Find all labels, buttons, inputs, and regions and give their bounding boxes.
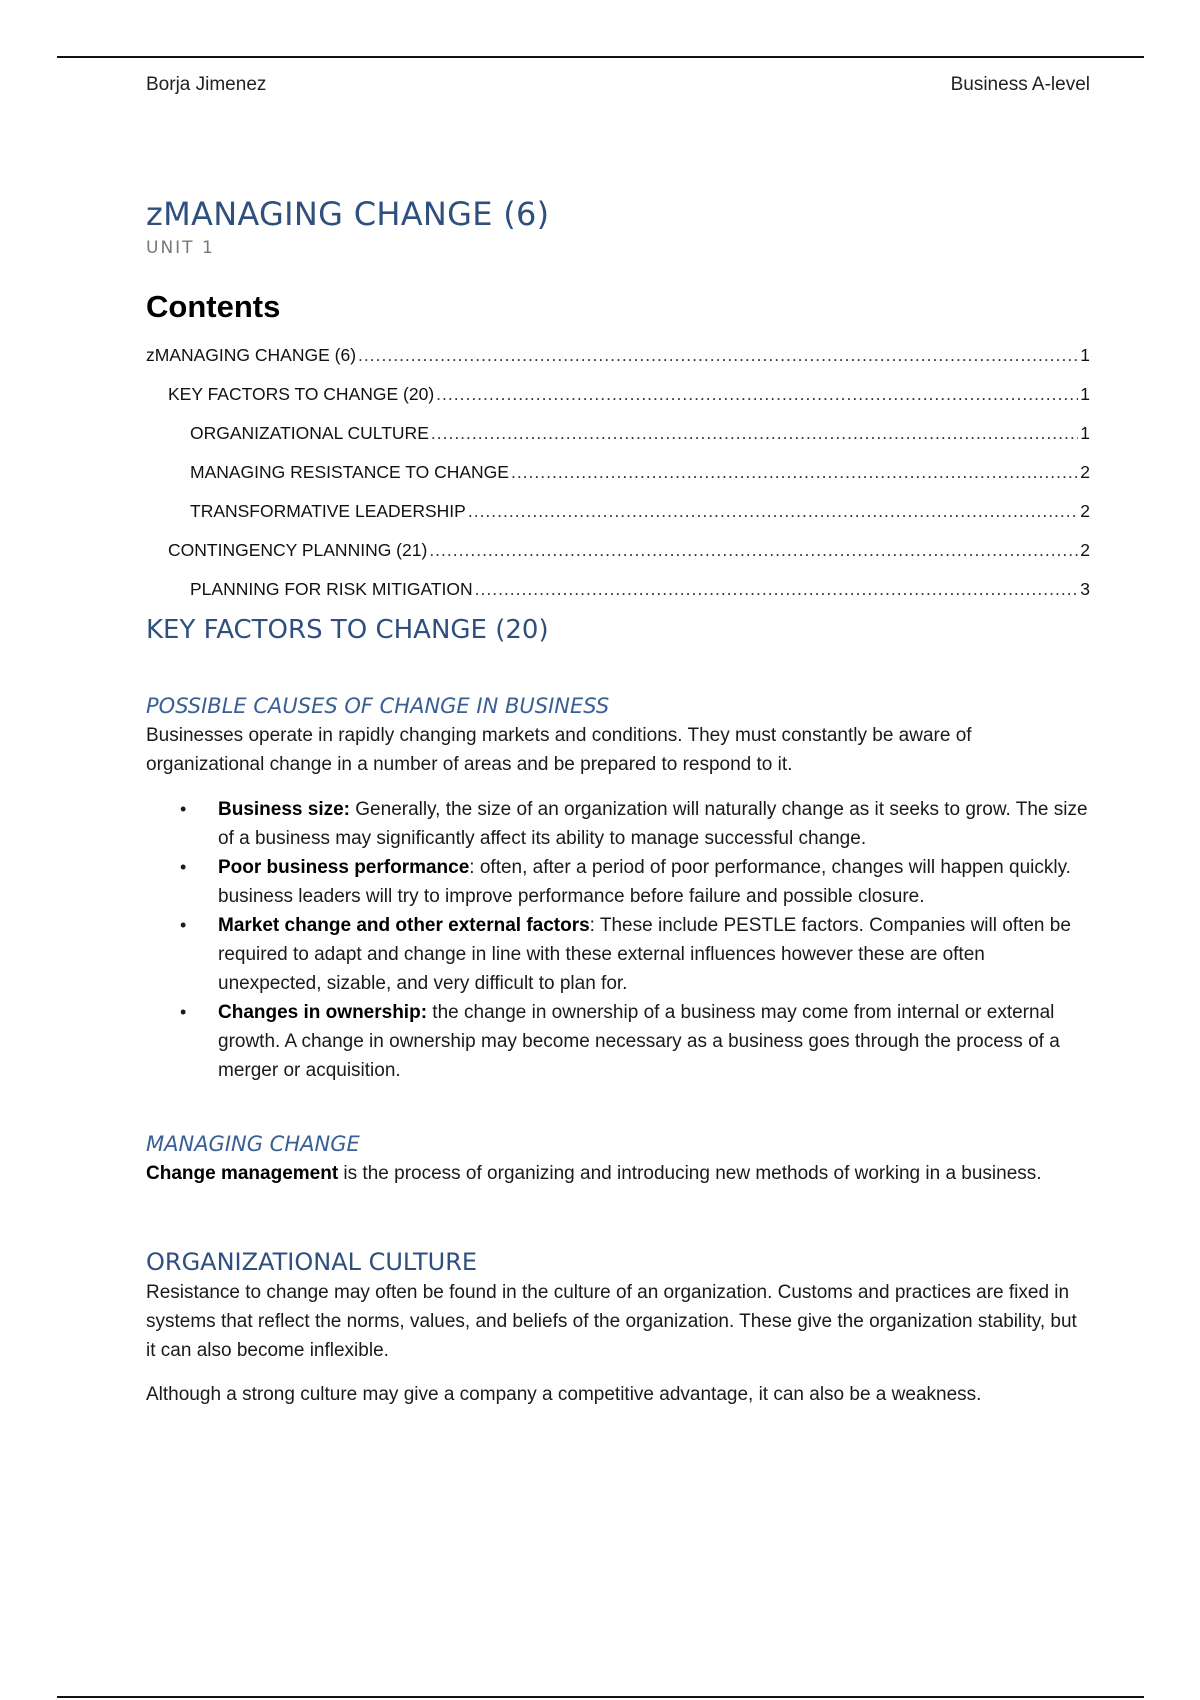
toc-entry-page: 2 [1080, 501, 1090, 521]
toc-entry-page: 1 [1080, 423, 1090, 443]
toc-entry-page: 1 [1080, 384, 1090, 404]
header-course: Business A-level [950, 74, 1090, 95]
bullet-icon: • [180, 915, 187, 935]
document-page [146, 70, 1090, 1409]
toc-entry-text: KEY FACTORS TO CHANGE (20) [168, 384, 435, 404]
list-item [146, 853, 1090, 911]
managing-change-term: Change management [146, 1163, 339, 1184]
bullet-icon: • [180, 857, 187, 877]
toc-entry[interactable] [146, 375, 1090, 414]
toc-leader [358, 336, 1078, 375]
table-of-contents [146, 336, 1090, 609]
toc-entry-page: 1 [1080, 345, 1090, 365]
toc-entry[interactable] [146, 492, 1090, 531]
list-item-term: Business size: [218, 799, 350, 820]
toc-entry-text: PLANNING FOR RISK MITIGATION [190, 579, 473, 599]
toc-entry[interactable] [146, 453, 1090, 492]
toc-entry[interactable] [146, 336, 1090, 375]
list-item-text: Generally, the size of an organization will naturally change as it seeks to grow. The size of a business may significantly affect its ability to manage successful change. [218, 799, 1088, 849]
toc-leader [429, 531, 1078, 570]
list-item-term: Market change and other external factors [218, 915, 590, 936]
list-item-text: the change in ownership of a business may come from internal or external growth. A change in ownership may become necessary as a business goes through the process of a merger or acquisition. [218, 1002, 1060, 1081]
culture-paragraph-1: Resistance to change may often be found in the culture of an organization. Customs and practices are fixed in systems that reflect the norms, values, and beliefs of the organization. These give the organization stability, but it can also become inflexible. [146, 1282, 1077, 1361]
header-author: Borja Jimenez [146, 74, 267, 95]
contents-heading: Contents [146, 289, 281, 324]
toc-entry-page: 2 [1080, 540, 1090, 560]
toc-leader [468, 492, 1078, 531]
causes-intro-paragraph: Businesses operate in rapidly changing markets and conditions. They must constantly be aware of organizational change in a number of areas and be prepared to respond to it. [146, 725, 972, 775]
bullet-icon: • [180, 1002, 187, 1022]
toc-leader [431, 414, 1078, 453]
managing-change-paragraph [146, 1159, 1090, 1188]
toc-entry-text: zMANAGING CHANGE (6) [146, 345, 357, 365]
list-item-term: Changes in ownership: [218, 1002, 428, 1023]
bullet-icon: • [180, 799, 187, 819]
list-item [146, 795, 1090, 853]
subheading-possible-causes: POSSIBLE CAUSES OF CHANGE IN BUSINESS [146, 694, 610, 718]
causes-list [146, 795, 1090, 1085]
document-subtitle: UNIT 1 [146, 238, 215, 258]
managing-change-text: is the process of organizing and introducing new methods of working in a business. [338, 1163, 1042, 1184]
list-item-text: : These include PESTLE factors. Companies will often be required to adapt and change in line with these external influences however these are often unexpected, sizable, and very difficult to plan for. [218, 915, 1071, 994]
header-rule [57, 56, 1144, 58]
culture-paragraph-2: Although a strong culture may give a company a competitive advantage, it can also be a weakness. [146, 1384, 982, 1405]
toc-entry-text: ORGANIZATIONAL CULTURE [190, 423, 429, 443]
subheading-managing-change: MANAGING CHANGE [146, 1132, 360, 1156]
list-item-term: Poor business performance [218, 857, 470, 878]
footer-rule [57, 1696, 1144, 1698]
toc-entry-text: MANAGING RESISTANCE TO CHANGE [190, 462, 509, 482]
toc-entry-text: TRANSFORMATIVE LEADERSHIP [190, 501, 466, 521]
document-title: zMANAGING CHANGE (6) [146, 195, 550, 233]
section-heading-organizational-culture: ORGANIZATIONAL CULTURE [146, 1248, 478, 1276]
toc-entry-text: CONTINGENCY PLANNING (21) [168, 540, 428, 560]
toc-leader [436, 375, 1078, 414]
page-header [146, 70, 1090, 100]
list-item-text: : often, after a period of poor performance, changes will happen quickly. business leaders will try to improve performance before failure and possible closure. [218, 857, 1071, 907]
toc-entry-page: 2 [1080, 462, 1090, 482]
toc-entry[interactable] [146, 570, 1090, 609]
toc-leader [511, 453, 1078, 492]
toc-entry[interactable] [146, 531, 1090, 570]
toc-leader [475, 570, 1079, 609]
section-heading-key-factors: KEY FACTORS TO CHANGE (20) [146, 615, 549, 645]
toc-entry-page: 3 [1080, 579, 1090, 599]
list-item [146, 998, 1090, 1085]
list-item [146, 911, 1090, 998]
toc-entry[interactable] [146, 414, 1090, 453]
